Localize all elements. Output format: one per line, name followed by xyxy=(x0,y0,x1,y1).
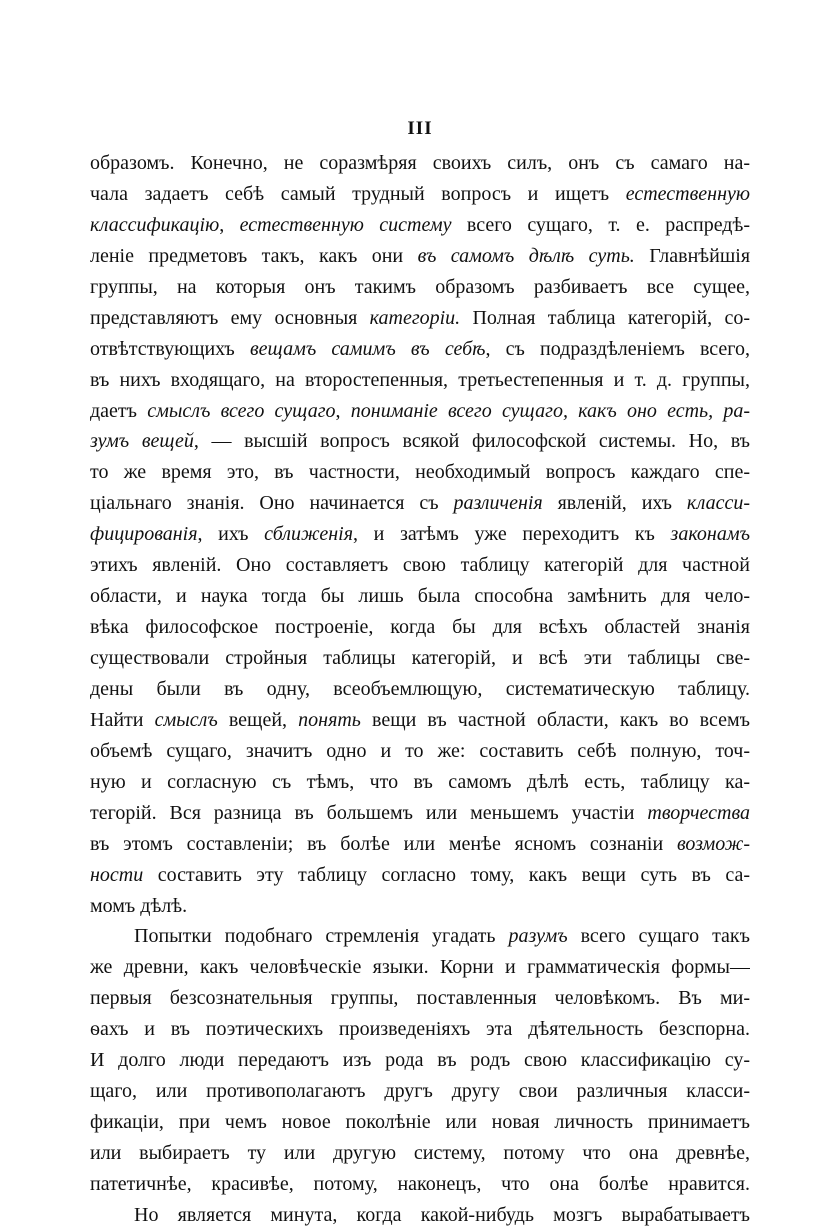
text-segment: фикаціи, при чемъ новое поколѣніе или новая личность принимаетъ xyxy=(90,1111,750,1134)
text-segment: Попытки подобнаго стремленія угадать xyxy=(134,925,509,948)
text-line xyxy=(90,241,750,272)
text-segment: щаго, или противополагаютъ другъ другу свои различныя класси- xyxy=(90,1080,750,1103)
italic-text: разумъ xyxy=(508,925,568,948)
text-segment: области, и наука тогда бы лишь была способна замѣнить для чело- xyxy=(90,585,750,608)
text-line xyxy=(90,736,750,767)
text-segment: существовали стройныя таблицы категорій, и всѣ эти таблицы све- xyxy=(90,647,750,669)
text-segment: Главнѣйшія xyxy=(634,244,750,267)
text-line xyxy=(90,179,750,210)
text-line xyxy=(90,1045,750,1076)
text-line xyxy=(90,1076,750,1107)
text-segment: въ нихъ входящаго, на второстепенныя, третьестепенныя и т. д. группы, xyxy=(90,368,750,391)
text-segment: И долго люди передаютъ изъ рода въ родъ свою классификацію су- xyxy=(90,1049,750,1072)
text-segment: то же время это, въ частности, необходимый вопросъ каждаго спе- xyxy=(90,461,750,484)
text-segment: вещей, xyxy=(217,708,299,731)
text-line xyxy=(90,921,750,952)
text-segment: тегорій. Вся разница въ большемъ или меньшемъ участіи xyxy=(90,801,648,824)
text-segment: же древни, какъ человѣческіе языки. Корни и грамматическія формы— xyxy=(90,956,750,979)
text-segment: Найти xyxy=(90,708,155,731)
text-segment: ную и согласную съ тѣмъ, что въ самомъ дѣлѣ есть, таблицу ка- xyxy=(90,770,750,793)
italic-text: ности xyxy=(90,863,144,886)
text-line xyxy=(90,365,750,396)
text-segment: вѣка философское построеніе, когда бы для всѣхъ областей знанія xyxy=(90,616,750,639)
italic-text: смыслъ всего сущаго xyxy=(147,399,336,422)
text-line xyxy=(90,891,750,922)
text-segment: этихъ явленій. Оно составляетъ свою таблицу категорій для частной xyxy=(90,554,750,577)
text-segment: , и затѣмъ уже переходитъ къ xyxy=(353,523,671,546)
italic-text: категоріи. xyxy=(369,306,461,329)
text-segment: первыя безсознательныя группы, поставленныя человѣкомъ. Въ ми- xyxy=(90,987,750,1010)
text-segment: всего сущаго такъ xyxy=(567,925,750,948)
italic-text: возмож- xyxy=(677,832,750,855)
text-segment: отвѣтствующихъ xyxy=(90,337,250,360)
text-line xyxy=(90,426,750,457)
text-segment: или выбираетъ ту или другую систему, потому что она древнѣе, xyxy=(90,1142,750,1164)
text-line xyxy=(90,303,750,334)
text-line xyxy=(90,643,750,674)
text-segment: Полная таблица категорій, со- xyxy=(460,306,750,329)
text-line xyxy=(90,396,750,427)
text-line xyxy=(90,674,750,705)
text-line xyxy=(90,334,750,365)
italic-text: пониманіе всего сущаго, какъ оно есть, ра- xyxy=(350,399,750,422)
text-line xyxy=(90,550,750,581)
text-line xyxy=(90,829,750,860)
text-segment: чала задаетъ себѣ самый трудный вопросъ и ищетъ xyxy=(90,182,626,205)
text-segment: образомъ. Конечно, не соразмѣряя своихъ силъ, онъ съ самаго на- xyxy=(90,152,750,174)
text-segment: даетъ xyxy=(90,399,148,422)
text-segment: , ихъ xyxy=(197,523,265,546)
text-line xyxy=(90,272,750,303)
text-segment: всего сущаго, т. е. распредѣ- xyxy=(451,213,750,236)
page-number: III xyxy=(407,118,433,139)
text-segment: ціальнаго знанія. Оно начинается съ xyxy=(90,492,454,515)
text-segment: , съ подраздѣленіемъ всего, xyxy=(485,337,750,360)
italic-text: въ самомъ дѣлѣ суть. xyxy=(417,244,635,267)
text-line xyxy=(90,767,750,798)
text-segment: ѳахъ и въ поэтическихъ произведеніяхъ эта дѣятельность безспорна. xyxy=(90,1018,750,1041)
italic-text: естественную систему xyxy=(239,213,452,236)
text-segment: леніе предметовъ такъ, какъ они xyxy=(90,244,418,267)
text-segment: вещи въ частной области, какъ во всемъ xyxy=(360,708,750,731)
text-line xyxy=(90,519,750,550)
text-segment: въ этомъ составленіи; въ болѣе или менѣе ясномъ сознаніи xyxy=(90,832,677,855)
text-segment: , — высшій вопросъ всякой философской системы. Но, въ xyxy=(193,430,750,453)
italic-text: классификацію xyxy=(90,213,220,236)
text-line xyxy=(90,488,750,519)
text-segment: группы, на которыя онъ такимъ образомъ разбиваетъ все сущее, xyxy=(90,275,750,298)
text-segment: Но является минута, когда какой-нибудь мозгъ вырабатываетъ xyxy=(134,1203,750,1226)
text-line xyxy=(90,1107,750,1138)
text-line xyxy=(90,705,750,736)
text-line xyxy=(90,798,750,829)
text-line xyxy=(90,457,750,488)
text-line xyxy=(90,952,750,983)
text-line xyxy=(90,1138,750,1169)
text-line xyxy=(90,860,750,891)
body-text xyxy=(90,148,750,1231)
italic-text: фицированія xyxy=(90,523,198,546)
text-segment: представляютъ ему основныя xyxy=(90,306,370,329)
italic-text: вещамъ самимъ въ себѣ xyxy=(249,337,486,360)
italic-text: зумъ вещей xyxy=(90,430,194,453)
text-segment: момъ дѣлѣ. xyxy=(90,894,188,917)
text-line xyxy=(90,1014,750,1045)
text-segment: , xyxy=(335,399,351,422)
text-line xyxy=(90,1200,750,1231)
italic-text: смыслъ xyxy=(154,708,218,731)
italic-text: класси- xyxy=(686,492,750,515)
text-line xyxy=(90,983,750,1014)
text-segment: составить эту таблицу согласно тому, какъ вещи суть въ са- xyxy=(143,863,750,886)
italic-text: сближенія xyxy=(264,523,354,546)
text-segment: дены были въ одну, всеобъемлющую, систематическую таблицу. xyxy=(90,677,750,700)
italic-text: понять xyxy=(298,708,361,731)
text-line xyxy=(90,581,750,612)
text-line xyxy=(90,1169,750,1200)
italic-text: законамъ xyxy=(670,523,750,546)
text-segment: объемѣ сущаго, значитъ одно и то же: составить себѣ полную, точ- xyxy=(90,739,750,762)
text-segment: патетичнѣе, красивѣе, потому, наконецъ, что она болѣе нравится. xyxy=(90,1172,750,1195)
text-line xyxy=(90,612,750,643)
text-line xyxy=(90,210,750,241)
italic-text: различенія xyxy=(453,492,543,515)
italic-text: творчества xyxy=(647,801,750,824)
text-segment: , xyxy=(219,213,240,236)
italic-text: естественную xyxy=(625,182,750,205)
text-segment: явленій, ихъ xyxy=(542,492,687,515)
text-line xyxy=(90,148,750,179)
